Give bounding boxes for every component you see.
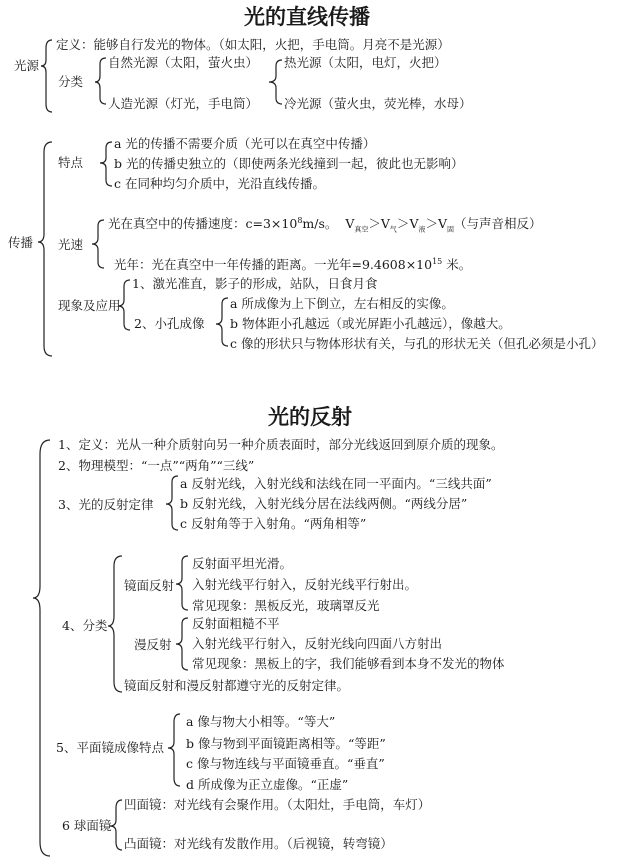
mirror-a: a 像与物大小相等。“等大” (186, 714, 336, 729)
cold-light-source: 冷光源（萤火虫，荧光棒，水母） (284, 96, 472, 111)
diffuse-2: 入射光线平行射入，反射光线向四面八方射出 (192, 636, 443, 651)
feature-c: c 在同种均匀介质中，光沿直线传播。 (114, 176, 325, 191)
features-label: 特点 (58, 155, 84, 170)
brace-specular (176, 556, 188, 610)
classify-reflection-label: 4、分类 (62, 618, 108, 633)
law-b: b 反射光线，入射光线分居在法线两侧。“两线分居” (180, 496, 468, 511)
propagation-label: 传播 (8, 235, 34, 250)
specular-label: 镜面反射 (124, 578, 175, 593)
brace-mirror (168, 714, 180, 786)
brace-classify (95, 58, 106, 104)
natural-light-source: 自然光源（太阳，萤火虫） (108, 55, 259, 70)
specular-2: 入射光线平行射入，反射光线平行射出。 (192, 577, 418, 592)
law-a: a 反射光线，入射光线和法线在同一平面内。“三线共面” (180, 476, 492, 491)
diffuse-1: 反射面粗糙不平 (192, 616, 280, 631)
specular-1: 反射面平坦光滑。 (192, 556, 293, 571)
brace-sphere (110, 800, 122, 850)
hot-light-source: 热光源（太阳，电灯，火把） (284, 55, 447, 70)
classify-label: 分类 (58, 74, 84, 89)
speed-label: 光速 (58, 237, 84, 252)
reflection-law-label: 3、光的反射定律 (58, 497, 154, 512)
diffuse-3: 常见现象：黑板上的字，我们能够看到本身不发光的物体 (192, 656, 505, 671)
diffuse-label: 漫反射 (134, 637, 172, 652)
feature-a: a 光的传播不需要介质（光可以在真空中传播） (114, 136, 376, 151)
mirror-d: d 所成像为正立虚像。“正虚” (186, 777, 349, 792)
brace-features (100, 142, 112, 186)
application-2: 2、小孔成像 (134, 316, 205, 331)
light-source-definition: 定义：能够自行发光的物体。（如太阳，火把，手电筒。月亮不是光源） (56, 37, 450, 52)
pinhole-a: a 所成像为上下倒立，左右相反的实像。 (230, 296, 454, 311)
brace-classify-2 (108, 556, 122, 692)
brace-pinhole (216, 298, 228, 346)
law-c: c 反射角等于入射角。“两角相等” (180, 516, 367, 531)
application-1: 1、激光准直，影子的形成，站队，日食月食 (132, 276, 378, 291)
feature-b: b 光的传播史独立的（即使两条光线撞到一起，彼此也无影响） (114, 156, 464, 171)
mirror-c: c 像与物连线与平面镜垂直。“垂直” (186, 756, 385, 771)
both-obey-law: 镜面反射和漫反射都遵守光的反射定律。 (124, 678, 350, 693)
brace-law (166, 476, 178, 530)
brace-speed (92, 220, 104, 268)
speed-of-light-line: 光在真空中的传播速度：$c=3\times 10^8m/s$。 $V_{真空}>V_气>V_液>V_固$（与声音相反） (108, 215, 542, 234)
section-title-reflection: 光的反射 (268, 405, 352, 429)
artificial-light-source: 人造光源（灯光，手电筒） (108, 96, 259, 111)
section-title-straight-line: 光的直线传播 (244, 5, 370, 29)
brace-propagation (38, 142, 52, 356)
concave-mirror: 凹面镜：对光线有会聚作用。（太阳灶，手电筒，车灯） (124, 797, 431, 812)
pinhole-c: c 像的形状只与物体形状有关，与孔的形状无关（但孔必须是小孔） (230, 336, 604, 351)
convex-mirror: 凸面镜：对光线有发散作用。（后视镜，转弯镜） (124, 836, 393, 851)
mirror-image-label: 5、平面镜成像特点 (56, 740, 164, 755)
pinhole-b: b 物体距小孔越远（或光屏距小孔越远），像越大。 (230, 316, 511, 331)
reflection-definition: 1、定义：光从一种介质射向另一种介质表面时，部分光线返回到原介质的现象。 (58, 437, 504, 452)
mirror-b: b 像与物到平面镜距离相等。“等距” (186, 736, 386, 751)
brace-light-source (41, 40, 52, 112)
physical-model: 2、物理模型：“一点”“两角”“三线” (58, 458, 255, 473)
applications-label: 现象及应用 (58, 298, 121, 313)
brace-hot-cold (269, 60, 282, 104)
brace-diffuse (176, 618, 188, 670)
specular-3: 常见现象：黑板反光，玻璃罩反光 (192, 598, 380, 613)
brace-reflection (33, 440, 50, 856)
light-year-line: 光年：光在真空中一年传播的距离。一光年$=9.4608\times 10^{15}$ 米。 (114, 256, 472, 272)
spherical-mirror-label: 6 球面镜 (62, 818, 112, 833)
light-source-label: 光源 (14, 58, 40, 73)
